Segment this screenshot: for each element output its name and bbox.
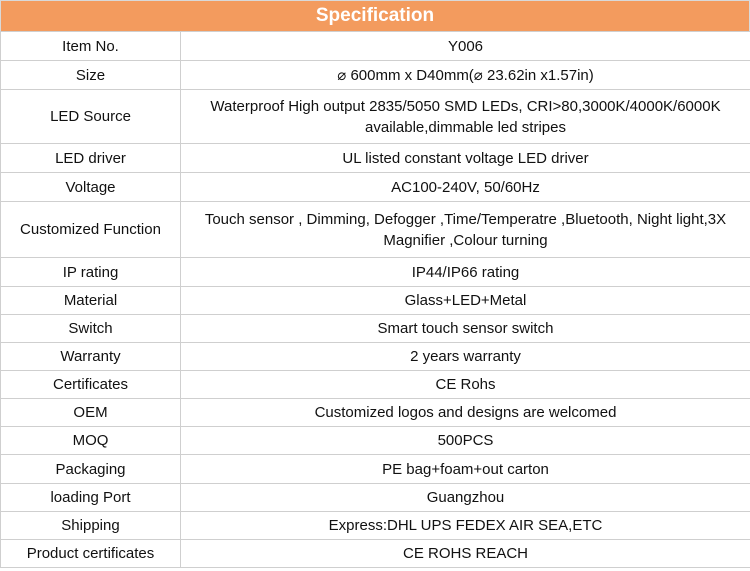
- row-label: IP rating: [1, 258, 181, 287]
- row-value: Touch sensor , Dimming, Defogger ,Time/Temperatre ,Bluetooth, Night light,3X Magnifier ,Colour turning: [181, 202, 750, 258]
- table-row: [1, 427, 750, 455]
- row-value: CE Rohs: [181, 371, 750, 399]
- table-row: [1, 287, 750, 315]
- row-value: Guangzhou: [181, 484, 750, 512]
- row-label: Packaging: [1, 455, 181, 484]
- table-row: [1, 540, 750, 568]
- row-value: AC100-240V, 50/60Hz: [181, 173, 750, 202]
- table-row: [1, 371, 750, 399]
- row-value: Glass+LED+Metal: [181, 287, 750, 315]
- row-value: UL listed constant voltage LED driver: [181, 144, 750, 173]
- row-value: 2 years warranty: [181, 343, 750, 371]
- row-label: Shipping: [1, 512, 181, 540]
- row-label: LED driver: [1, 144, 181, 173]
- row-label: Switch: [1, 315, 181, 343]
- table-row: [1, 484, 750, 512]
- table-row: [1, 343, 750, 371]
- row-label: OEM: [1, 399, 181, 427]
- row-label: LED Source: [1, 90, 181, 144]
- row-label: loading Port: [1, 484, 181, 512]
- table-row: [1, 202, 750, 258]
- row-label: Item No.: [1, 32, 181, 61]
- row-value: Y006: [181, 32, 750, 61]
- row-value: Smart touch sensor switch: [181, 315, 750, 343]
- table-row: [1, 61, 750, 90]
- row-label: Voltage: [1, 173, 181, 202]
- row-value: Customized logos and designs are welcomed: [181, 399, 750, 427]
- row-label: MOQ: [1, 427, 181, 455]
- table-row: [1, 90, 750, 144]
- table-row: [1, 315, 750, 343]
- row-label: Customized Function: [1, 202, 181, 258]
- row-value: CE ROHS REACH: [181, 540, 750, 568]
- spec-title: Specification: [0, 0, 750, 31]
- row-label: Warranty: [1, 343, 181, 371]
- row-value: PE bag+foam+out carton: [181, 455, 750, 484]
- row-value: ⌀ 600mm x D40mm(⌀ 23.62in x1.57in): [181, 61, 750, 90]
- table-row: [1, 258, 750, 287]
- table-row: [1, 144, 750, 173]
- row-label: Certificates: [1, 371, 181, 399]
- row-value: 500PCS: [181, 427, 750, 455]
- table-row: [1, 32, 750, 61]
- table-row: [1, 399, 750, 427]
- table-row: [1, 455, 750, 484]
- table-row: [1, 512, 750, 540]
- row-label: Product certificates: [1, 540, 181, 568]
- row-value: IP44/IP66 rating: [181, 258, 750, 287]
- row-value: Waterproof High output 2835/5050 SMD LEDs, CRI>80,3000K/4000K/6000K available,dimmable led stripes: [181, 90, 750, 144]
- row-label: Size: [1, 61, 181, 90]
- spec-table: [0, 31, 750, 568]
- row-value: Express:DHL UPS FEDEX AIR SEA,ETC: [181, 512, 750, 540]
- row-label: Material: [1, 287, 181, 315]
- table-row: [1, 173, 750, 202]
